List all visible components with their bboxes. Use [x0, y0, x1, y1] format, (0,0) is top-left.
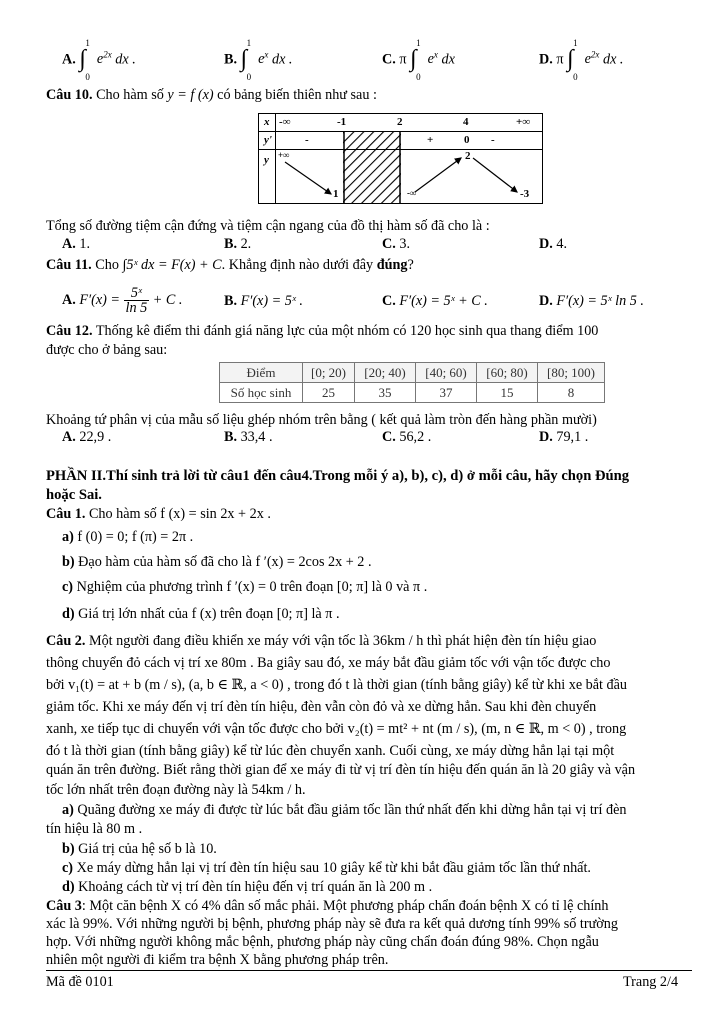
p2q1-item-b[interactable]: b) Đạo hàm của hàm số đã cho là f ′(x) = 2cos 2x + 2 . — [62, 554, 372, 570]
integral-sign: ∫ 1 0 — [79, 38, 90, 82]
p2q2-item-a[interactable]: a) Quãng đường xe máy đi được từ lúc bắt đầu giảm tốc lần thứ nhất đến khi dừng hẳn tại vị trí đèn — [62, 802, 627, 818]
q9-option-c[interactable]: C. π ∫ 1 0 $e^x$ dx — [382, 38, 455, 82]
q11-options — [62, 286, 662, 320]
q10-options — [62, 236, 662, 256]
variation-table — [258, 113, 543, 204]
p2q1-item-d[interactable]: d) Giá trị lớn nhất của f (x) trên đoạn [0; π] là π . — [62, 606, 340, 622]
variation-arrows — [259, 114, 542, 203]
table-cell: 35 — [355, 383, 416, 403]
table-header: [40; 60) — [416, 363, 477, 383]
q12-option-b[interactable]: B. 33,4 . — [224, 429, 273, 445]
p2q2-item-c[interactable]: c) Xe máy dừng hẳn lại vị trí đèn tín hiệu sau 10 giây kể từ khi bắt đầu giảm tốc lần thứ nhất. — [62, 860, 591, 876]
p2q3-stem: Câu 3: Một căn bệnh X có 4% dân số mắc phải. Một phương pháp chẩn đoán bệnh X có tỉ lệ chính — [46, 898, 609, 914]
q12-stem: Câu 12. Thống kê điểm thi đánh giá năng lực của một nhóm có 120 học sinh qua thang điểm 100 — [46, 323, 599, 339]
q11-option-b[interactable]: B. F′(x) = 5ˣ . — [224, 293, 303, 309]
p2q3-line: nhiên một người đi kiểm tra bệnh X bằng phương pháp trên. — [46, 952, 389, 968]
vt-yprime-sign: - — [491, 134, 495, 146]
vt-y-value: 1 — [333, 188, 339, 200]
q11-option-c[interactable]: C. F′(x) = 5ˣ + C . — [382, 293, 488, 309]
q11-option-d[interactable]: D. F′(x) = 5ˣ ln 5 . — [539, 293, 644, 309]
table-cell: Số học sinh — [220, 383, 303, 403]
footer-divider — [46, 970, 692, 971]
q12-options — [62, 429, 662, 449]
p2q1-item-c[interactable]: c) Nghiệm của phương trình f ′(x) = 0 trên đoạn [0; π] là 0 và π . — [62, 579, 428, 595]
vt-y-value: -∞ — [407, 188, 417, 198]
table-cell: 8 — [538, 383, 605, 403]
q10-option-c[interactable]: C. 3. — [382, 236, 410, 252]
q9-options — [62, 32, 662, 82]
q11-option-a[interactable]: A. F′(x) = $\frac{\text{5ˣ}}{\ln 5}$ + C . — [62, 285, 183, 316]
p2q2-item-a-line2: tín hiệu là 80 m . — [46, 821, 143, 837]
p2q2-stem: Câu 2. Một người đang điều khiển xe máy với vận tốc là 36km / h thì phát hiện đèn tín hiệu giao — [46, 633, 597, 649]
table-row — [220, 383, 605, 403]
vt-yprime-sign: - — [305, 134, 309, 146]
p2q2-line: đó t là thời gian (tính bằng giây) kể từ lúc đèn chuyển xanh. Cuối cùng, xe máy dừng hẳn lại tại một — [46, 743, 615, 759]
score-table — [219, 362, 605, 403]
p2q2-line: quán ăn trên đường. Biết rằng thời gian để xe máy đi từ vị trí đèn tín hiệu đến quán ăn là 20 giây và vận — [46, 762, 636, 778]
q9-option-d[interactable]: D. π ∫ 1 0 $e^{2x}$ dx . — [539, 38, 624, 82]
table-cell: 15 — [477, 383, 538, 403]
q10-option-d[interactable]: D. 4. — [539, 236, 567, 252]
integral-sign: ∫ 1 0 — [410, 38, 421, 82]
vt-x-label: x — [264, 116, 270, 128]
integral-sign: ∫ 1 0 — [567, 38, 578, 82]
q12-option-c[interactable]: C. 56,2 . — [382, 429, 432, 445]
vt-y-label: y — [264, 154, 269, 166]
vt-yprime-sign: 0 — [464, 134, 470, 146]
q10-question: Tổng số đường tiệm cận đứng và tiệm cận ngang của đồ thị hàm số đã cho là : — [46, 218, 490, 234]
p2q2-item-d[interactable]: d) Khoảng cách từ vị trí đèn tín hiệu đến vị trí quán ăn là 200 m . — [62, 879, 433, 895]
q12-option-a[interactable]: A. 22,9 . — [62, 429, 112, 445]
page-number: Trang 2/4 — [623, 974, 679, 990]
vt-x-value: 2 — [397, 116, 403, 128]
table-cell: 25 — [303, 383, 355, 403]
q11-stem: Câu 11. Cho ∫5ˣ dx = F(x) + C. Khẳng định nào dưới đây đúng? — [46, 257, 414, 273]
q9-option-b[interactable]: B. ∫ 1 0 $e^x$ dx . — [224, 38, 293, 82]
vt-yprime-sign: + — [427, 134, 434, 146]
table-cell: 37 — [416, 383, 477, 403]
integral-sign: ∫ 1 0 — [240, 38, 252, 82]
table-header: [20; 40) — [355, 363, 416, 383]
p2q2-line: tốc lớn nhất trên đoạn đường này là 54km / h. — [46, 782, 306, 798]
q9-option-a[interactable]: A. ∫ 1 0 $e^{2x}$ dx . — [62, 38, 136, 82]
part2-title: PHẦN II.Thí sinh trả lời từ câu1 đến câu4.Trong mỗi ý a), b), c), d) ở mỗi câu, hãy chọn Đúng — [46, 468, 630, 484]
part2-title-line2: hoặc Sai. — [46, 487, 102, 503]
q10-option-a[interactable]: A. 1. — [62, 236, 90, 252]
q10-option-b[interactable]: B. 2. — [224, 236, 252, 252]
vt-yprime-label: y' — [264, 134, 272, 146]
vt-x-value: +∞ — [516, 116, 531, 128]
p2q2-line: bởi v₁(t) = at + b (m / s), (a, b ∈ ℝ, a < 0) , trong đó t là thời gian (tính bằng giây) kể từ khi xe bắt đầu — [46, 677, 628, 693]
p2q3-line: xác là 99%. Với những người bị bệnh, phương pháp này sẽ đưa ra kết quả dương tính 99% số trường — [46, 916, 618, 932]
q12-option-d[interactable]: D. 79,1 . — [539, 429, 589, 445]
vt-x-value: 4 — [463, 116, 469, 128]
vt-x-value: -1 — [337, 116, 347, 128]
p2q2-item-b[interactable]: b) Giá trị của hệ số b là 10. — [62, 841, 217, 857]
table-header: [0; 20) — [303, 363, 355, 383]
q12-question: Khoảng tứ phân vị của mẫu số liệu ghép nhóm trên bằng ( kết quả làm tròn đến hàng phần mười) — [46, 412, 597, 428]
vt-y-value: +∞ — [278, 150, 290, 160]
p2q3-line: hợp. Với những người không mắc bệnh, phương pháp này cũng chẩn đoán đúng 98%. Chọn ngẫu — [46, 934, 599, 950]
q10-stem: Câu 10. Cho hàm số y = f (x) có bảng biến thiên như sau : — [46, 87, 377, 103]
table-header: [80; 100) — [538, 363, 605, 383]
exam-code: Mã đề 0101 — [46, 974, 114, 990]
vt-y-value: 2 — [465, 150, 471, 162]
table-header: Điểm — [220, 363, 303, 383]
q12-stem-line2: được cho ở bảng sau: — [46, 342, 168, 358]
p2q2-line: giảm tốc. Khi xe máy đến vị trí đèn tín hiệu, đèn vẫn còn đỏ và xe dừng hẳn. Sau khi đèn chuyển — [46, 699, 597, 715]
p2q2-line: thông chuyển đỏ cách vị trí xe 80m . Ba giây sau đó, xe máy bắt đầu giảm tốc với vận tốc được cho — [46, 655, 611, 671]
vt-y-value: -3 — [520, 188, 530, 200]
p2q2-line: xanh, xe tiếp tục di chuyển với vận tốc được cho bởi v₂(t) = mt² + nt (m / s), (m, n ∈ ℝ, m < 0) , trong — [46, 721, 627, 737]
table-header: [60; 80) — [477, 363, 538, 383]
vt-x-value: -∞ — [279, 116, 291, 128]
p2q1-item-a[interactable]: a) f (0) = 0; f (π) = 2π . — [62, 529, 194, 545]
p2q1-stem: Câu 1. Cho hàm số f (x) = sin 2x + 2x . — [46, 506, 271, 522]
table-row — [220, 363, 605, 383]
